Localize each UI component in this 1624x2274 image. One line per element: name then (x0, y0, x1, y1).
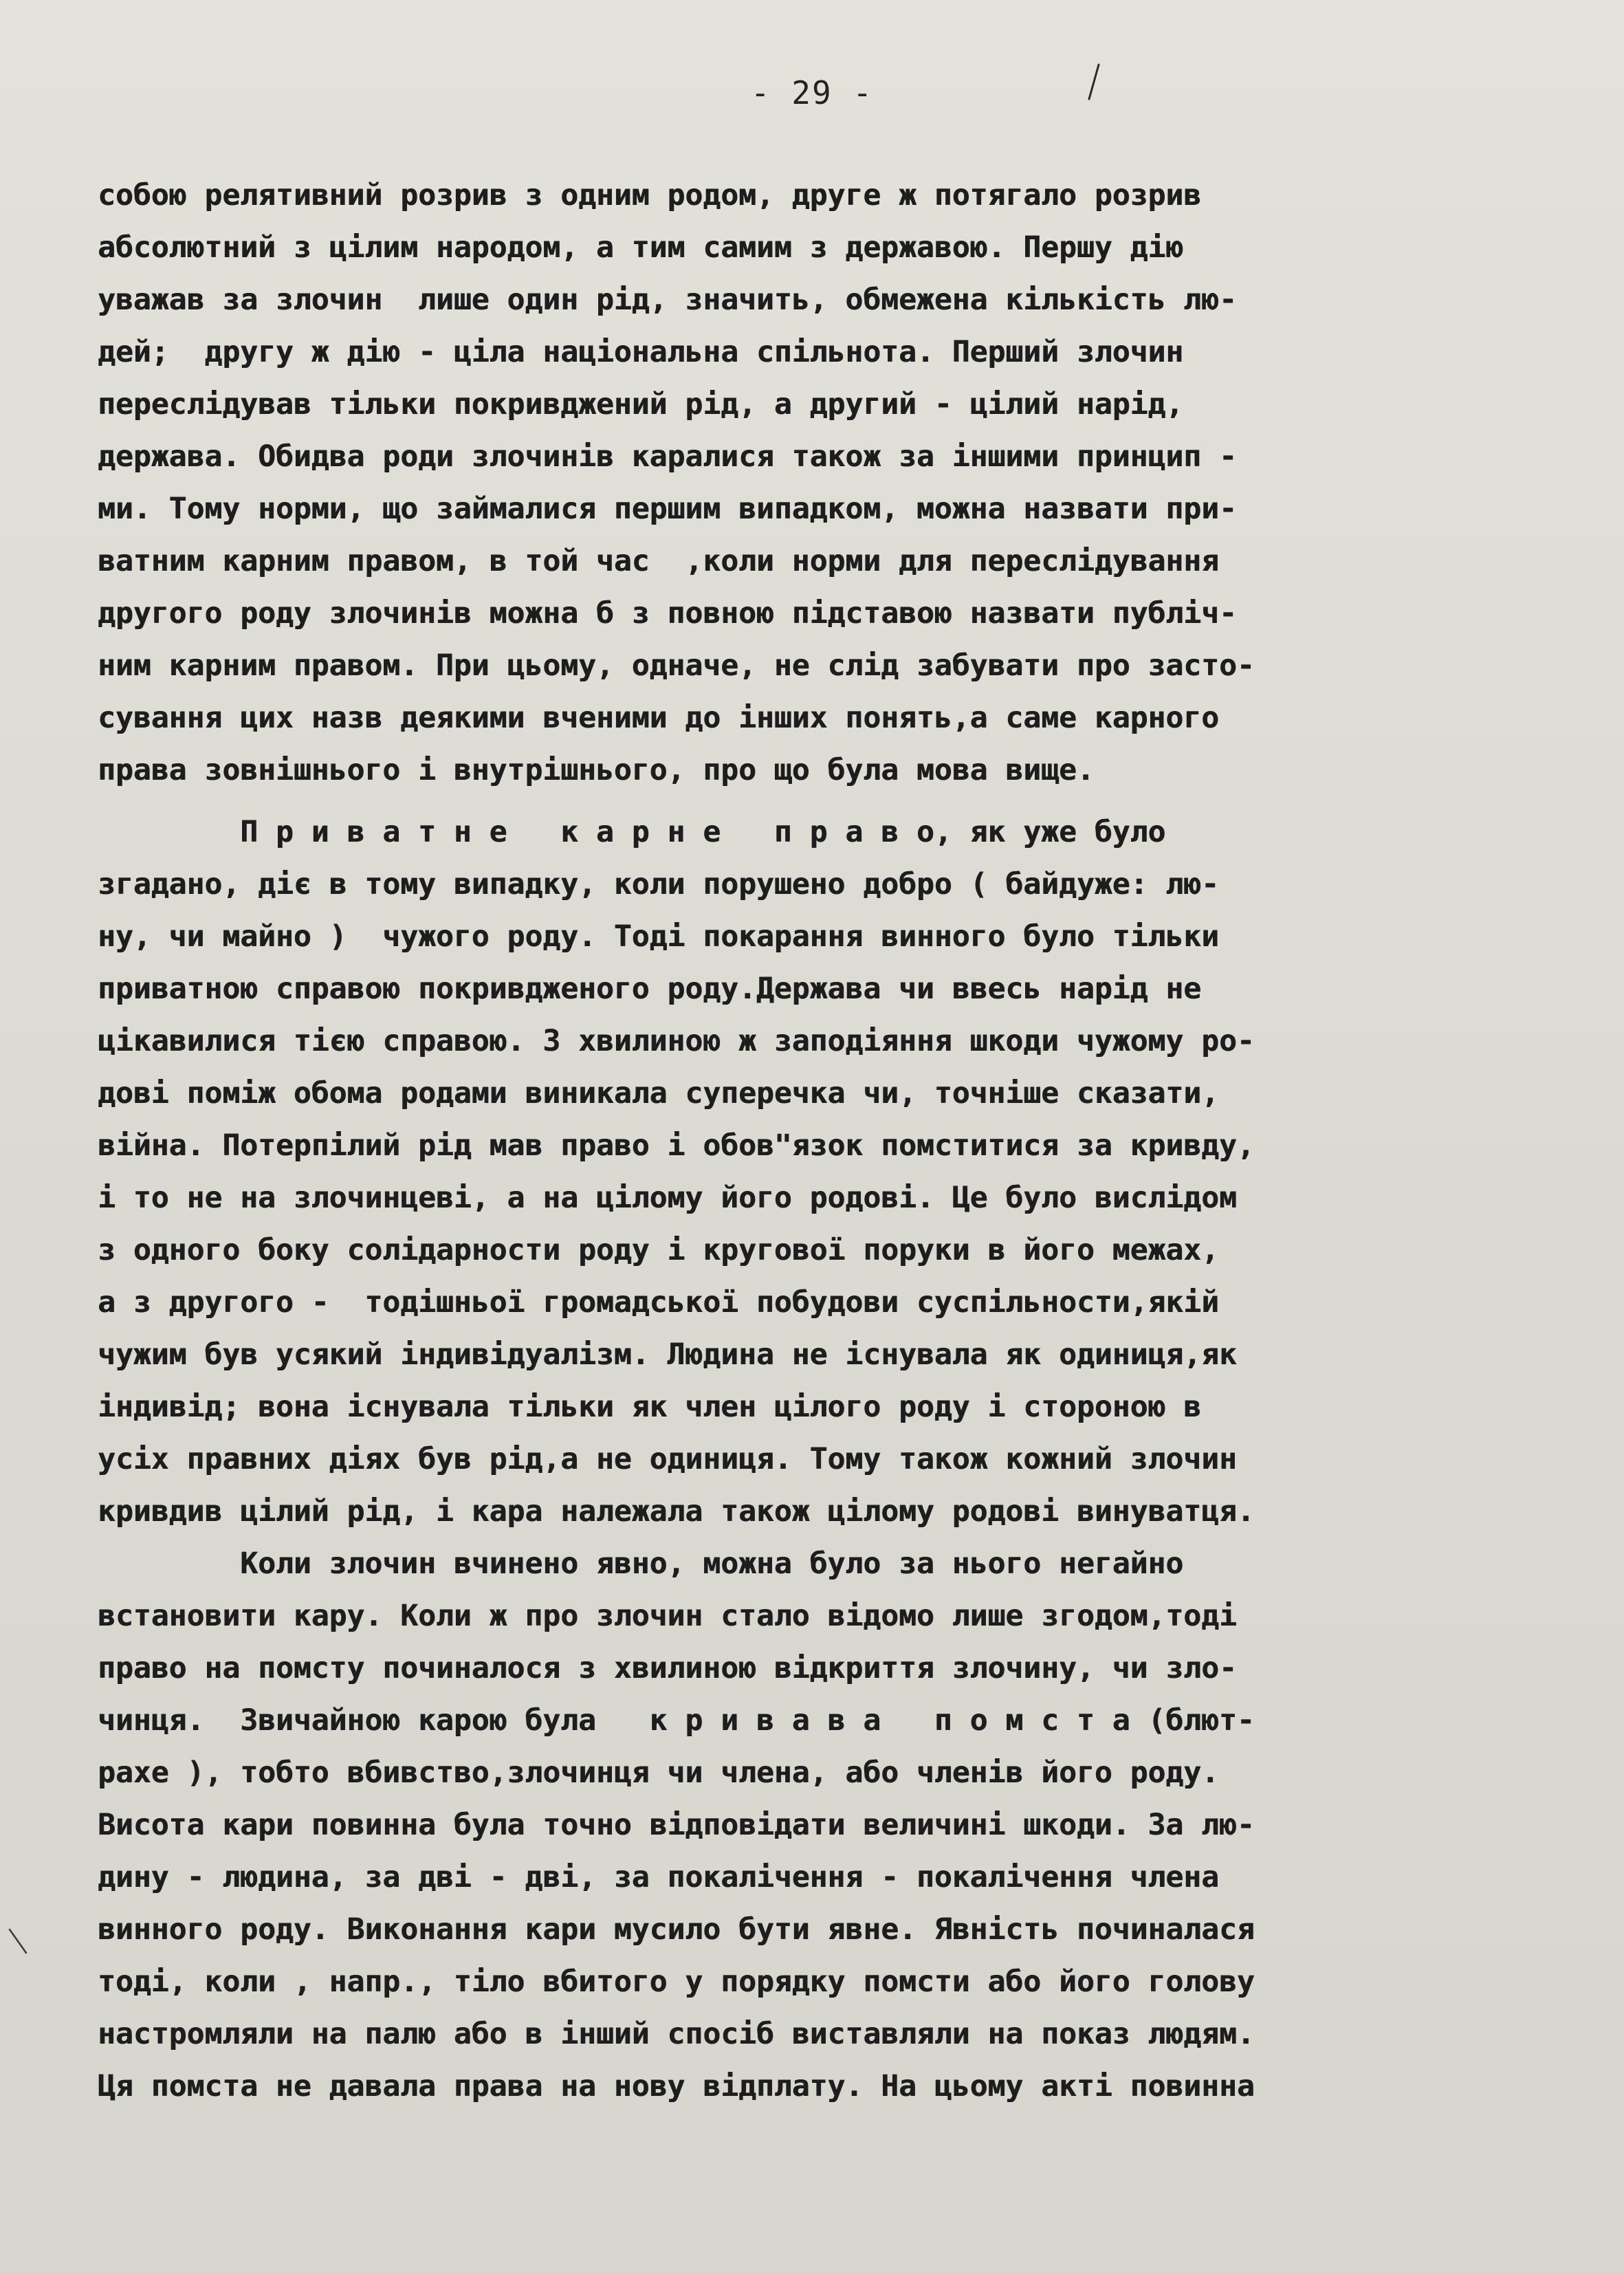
text-line: дину - людина, за дві - дві, за покалічення - покалічення члена (98, 1860, 1219, 1894)
text-line: встановити кару. Коли ж про злочин стало відомо лише згодом,тоді (98, 1599, 1237, 1633)
text-line: П р и в а т н е к а р н е п р а в о, як уже було (98, 815, 1166, 849)
text-line: ну, чи майно ) чужого роду. Тоді покарання винного було тільки (98, 919, 1219, 954)
page-number: - 29 - (750, 74, 874, 111)
text-line: і то не на злочинцеві, а на цілому його родові. Це було вислідом (98, 1181, 1237, 1215)
text-line: війна. Потерпілий рід мав право і обов"язок помститися за кривду, (98, 1128, 1255, 1163)
text-line: цікавилися тією справою. З хвилиною ж заподіяння шкоди чужому ро- (98, 1024, 1255, 1058)
text-line: Висота кари повинна була точно відповідати величині шкоди. За лю- (98, 1808, 1255, 1842)
text-line: держава. Обидва роди злочинів каралися також за іншими принцип - (98, 439, 1237, 474)
text-line: настромляли на палю або в інший спосіб виставляли на показ людям. (98, 2017, 1255, 2051)
text-line: згадано, діє в тому випадку, коли порушено добро ( байдуже: лю- (98, 867, 1219, 901)
text-line: уважав за злочин лише один рід, значить, обмежена кількість лю- (98, 283, 1237, 317)
text-line: абсолютний з цілим народом, а тим самим з державою. Першу дію (98, 230, 1184, 265)
text-line: тоді, коли , напр., тіло вбитого у порядку помсти або його голову (98, 1965, 1255, 1999)
text-line: собою релятивний розрив з одним родом, друге ж потягало розрив (98, 178, 1202, 212)
text-line: винного роду. Виконання кари мусило бути явне. Явність починалася (98, 1912, 1255, 1947)
text-line: ватним карним правом, в той час ,коли норми для переслідування (98, 544, 1219, 578)
text-line: сування цих назв деякими вченими до інших понять,а саме карного (98, 701, 1219, 735)
margin-scratch-mark (6, 1925, 33, 1960)
text-line: право на помсту починалося з хвилиною відкриття злочину, чи зло- (98, 1651, 1237, 1685)
text-line: а з другого - тодішньої громадської побудови суспільности,якій (98, 1285, 1219, 1320)
text-line: чинця. Звичайною карою була к р и в а в а п о м с т а (блют- (98, 1703, 1255, 1738)
text-line: другого роду злочинів можна б з повною підставою назвати публіч- (98, 596, 1237, 631)
text-line: з одного боку солідарности роду і кругової поруки в його межах, (98, 1233, 1219, 1267)
text-line: ми. Тому норми, що займалися першим випадком, можна назвати при- (98, 492, 1237, 526)
text-line: Коли злочин вчинено явно, можна було за нього негайно (98, 1546, 1184, 1581)
text-line: переслідував тільки покривджений рід, а другий - цілий нарід, (98, 387, 1184, 422)
text-line: усіх правних діях був рід,а не одиниця. Тому також кожний злочин (98, 1442, 1237, 1476)
text-line: кривдив цілий рід, і кара належала також цілому родові винуватця. (98, 1494, 1255, 1529)
pencil-tick-mark (1079, 62, 1107, 103)
text-line: ним карним правом. При цьому, одначе, не слід забувати про засто- (98, 648, 1255, 683)
text-line: рахе ), тобто вбивство,злочинця чи члена, або членів його роду. (98, 1756, 1219, 1790)
text-line: права зовнішнього і внутрішнього, про що була мова вище. (98, 753, 1095, 787)
text-line: дей; другу ж дію - ціла національна спільнота. Перший злочин (98, 335, 1184, 369)
text-line: індивід; вона існувала тільки як член цілого роду і стороною в (98, 1390, 1202, 1424)
text-line: дові поміж обома родами виникала суперечка чи, точніше сказати, (98, 1076, 1219, 1111)
text-line: Ця помста не давала права на нову відплату. На цьому акті повинна (98, 2069, 1255, 2103)
text-line: чужим був усякий індивідуалізм. Людина не існувала як одиниця,як (98, 1337, 1237, 1372)
text-line: приватною справою покривдженого роду.Держава чи ввесь нарід не (98, 972, 1202, 1006)
